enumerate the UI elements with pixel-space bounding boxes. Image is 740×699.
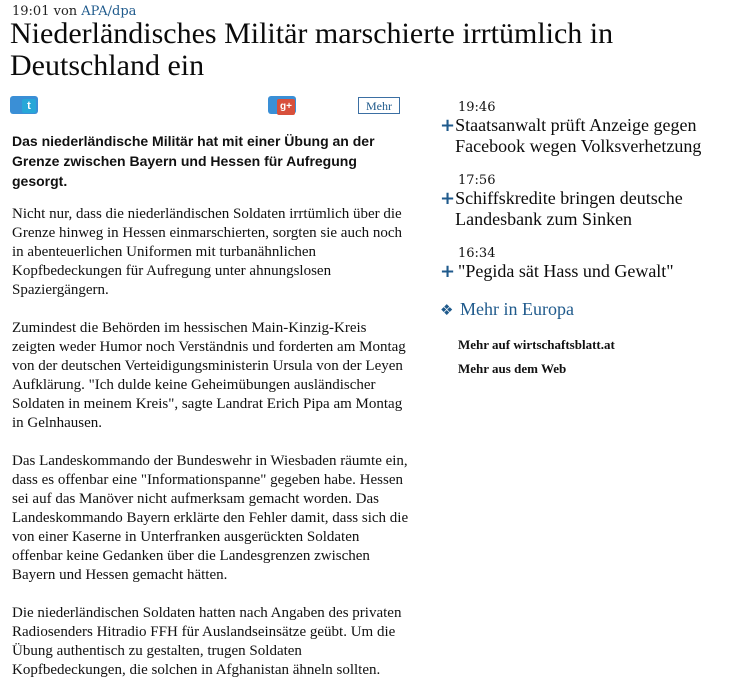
news-title-link[interactable]: Staatsanwalt prüft Anzeige gegen Facebook wegen Volksverhetzung (455, 115, 702, 156)
wirtschaftsblatt-link[interactable]: Mehr auf wirtschaftsblatt.at (458, 337, 615, 352)
article-time: 19:01 (12, 4, 50, 19)
von-label: von (53, 4, 78, 19)
news-title-link[interactable]: "Pegida sät Hass und Gewalt" (458, 261, 674, 281)
news-item[interactable] (440, 246, 740, 283)
article-body (12, 205, 412, 699)
more-europe-label: Mehr in Europa (460, 299, 574, 319)
article-paragraph: Nicht nur, dass die niederländischen Soldaten irrtümlich über die Grenze hinweg in Hessen einmarschierten, sorgten sie auch noch in abenteuerlichen Uniformen mit turbanähnlichen Kopfbedeckungen für Aufregung unter ahnungslosen Spaziergängern. (12, 206, 403, 298)
diamond-icon: ❖ (440, 300, 454, 319)
article-paragraph: Die niederländischen Soldaten hatten nach Angaben des privaten Radiosenders Hitradio FFH für Auslandseinsätze geübt. Um die Übung authentisch zu gestalten, trugen Soldaten Kopfbedeckungen, die solchen in Afghanistan ähneln sollten. (12, 605, 402, 678)
news-item[interactable] (440, 173, 740, 230)
twitter-share-button[interactable] (10, 96, 38, 114)
news-time: 19:46 (458, 100, 496, 115)
more-europe-link[interactable] (440, 299, 740, 320)
source-link[interactable]: APA/dpa (81, 4, 137, 19)
article-lead: Das niederländische Militär hat mit einer Übung an der Grenze zwischen Bayern und Hessen für Aufregung gesorgt. (12, 133, 375, 189)
article-paragraph: Zumindest die Behörden im hessischen Main-Kinzig-Kreis zeigten weder Humor noch Verständnis und forderten am Montag von der deutschen Verteidigungsministerin Ursula von der Leyen Aufklärung. "Ich dulde keine Geheimübungen ausländischer Soldaten in meinem Kreis", sagte Landrat Erich Pipa am Montag in Gelnhausen. (12, 320, 406, 431)
news-title-link[interactable]: Schiffskredite bringen deutsche Landesbank zum Sinken (455, 188, 683, 229)
article-headline: Niederländisches Militär marschierte irrtümlich in Deutschland ein (10, 17, 614, 82)
web-link[interactable]: Mehr aus dem Web (458, 361, 567, 376)
plus-icon: + (440, 188, 456, 209)
more-share-button[interactable]: Mehr (358, 97, 400, 114)
gplus-share-button[interactable] (268, 96, 296, 114)
related-news-sidebar (440, 100, 740, 377)
news-time: 16:34 (458, 246, 496, 261)
twitter-icon: t (22, 99, 36, 113)
gplus-icon: g+ (277, 99, 295, 115)
news-item[interactable] (440, 100, 740, 157)
article-paragraph: Das Landeskommando der Bundeswehr in Wiesbaden räumte ein, dass es offenbar eine "Informationspanne" gegeben habe. Hessen sei auf das Manöver nicht aufmerksam gemacht worden. Das Landeskommando Bayern erklärte den Fehler damit, dass sich die von einer Kaserne in Unterfranken ausgerückten Soldaten offenbar keine Gedanken über die Landesgrenzen zwischen Bayern und Hessen gemacht hätten. (12, 453, 409, 583)
plus-icon: + (440, 261, 456, 282)
plus-icon: + (440, 115, 456, 136)
news-time: 17:56 (458, 173, 496, 188)
